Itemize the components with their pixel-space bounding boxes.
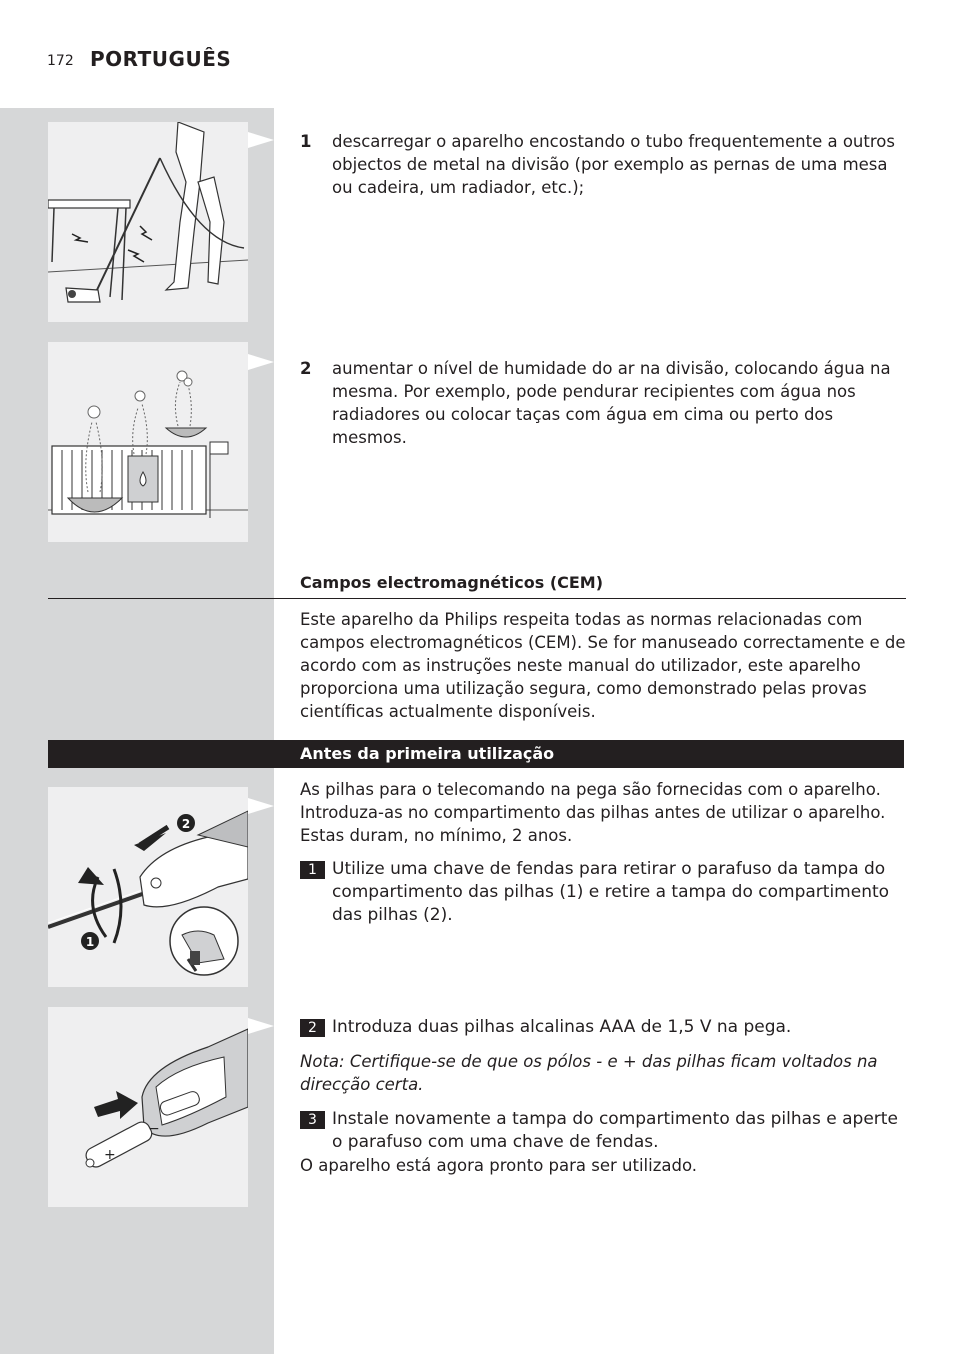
- handle-cover-illustration: [48, 787, 248, 987]
- figure-pointer: [248, 798, 274, 814]
- list-item: [300, 357, 906, 449]
- step-number-badge: 3: [300, 1111, 325, 1129]
- item-text: descarregar o aparelho encostando o tubo frequentemente a outros objectos de metal na divisão (por exemplo as pernas de uma mesa ou cadeira, um radiador, etc.);: [332, 132, 895, 197]
- battery-minus-sign: −: [148, 1121, 160, 1137]
- note-text: Nota: Certifique-se de que os pólos - e + das pilhas ficam voltados na direcção certa.: [300, 1052, 878, 1094]
- radiator-illustration: [48, 342, 248, 542]
- numbered-step: [300, 1016, 906, 1039]
- battery-insert-illustration: [48, 1007, 248, 1207]
- figure-callout-1: 1: [85, 935, 95, 949]
- figure-pointer: [248, 132, 274, 148]
- language-heading: PORTUGUÊS: [90, 47, 232, 71]
- figure-insert-batteries: [48, 1007, 248, 1207]
- page-number: 172: [47, 53, 74, 69]
- figure-pointer: [248, 1018, 274, 1034]
- list-item: [300, 130, 906, 199]
- item-number: 1: [300, 132, 312, 151]
- item-text: aumentar o nível de humidade do ar na divisão, colocando água na mesma. Por exemplo, pode pendurar recipientes com água nos radiadores ou colocar taças com água em cima ou perto dos mesmos.: [332, 359, 891, 447]
- numbered-step: [300, 858, 906, 927]
- figure-remove-cover: [48, 787, 248, 987]
- step-text: Introduza duas pilhas alcalinas AAA de 1,5 V na pega.: [332, 1017, 792, 1037]
- section-divider: [48, 598, 906, 599]
- step-number-badge: 2: [300, 1019, 325, 1037]
- section-heading-emf: Campos electromagnéticos (CEM): [300, 573, 604, 592]
- vacuum-illustration: [48, 122, 248, 322]
- first-use-intro: As pilhas para o telecomando na pega são fornecidas com o aparelho. Introduza-as no compartimento das pilhas antes de utilizar o aparelho. Estas duram, no mínimo, 2 anos.: [300, 780, 886, 845]
- emf-paragraph: Este aparelho da Philips respeita todas as normas relacionadas com campos electromagnéticos (CEM). Se for manuseado correctamente e de acordo com as instruções neste manual do utilizador, este aparelho proporciona uma utilização segura, como demonstrado pelas provas científicas actualmente disponíveis.: [300, 610, 906, 721]
- figure-radiator-humidity: [48, 342, 248, 542]
- section-bar-first-use: [48, 740, 904, 768]
- figure-vacuum-static: [48, 122, 248, 322]
- figure-pointer: [248, 354, 274, 370]
- item-number: 2: [300, 359, 312, 378]
- final-text: O aparelho está agora pronto para ser utilizado.: [300, 1156, 698, 1175]
- numbered-step: [300, 1108, 906, 1154]
- section-heading-first-use: Antes da primeira utilização: [300, 744, 555, 763]
- step-text: Instale novamente a tampa do compartimento das pilhas e aperte o parafuso com uma chave de fendas.: [332, 1109, 898, 1152]
- step-text: Utilize uma chave de fendas para retirar o parafuso da tampa do compartimento das pilhas (1) e retire a tampa do compartimento das pilhas (2).: [332, 859, 890, 925]
- step-number-badge: 1: [300, 861, 325, 879]
- battery-plus-sign: +: [104, 1147, 116, 1163]
- figure-callout-2: 2: [181, 817, 191, 831]
